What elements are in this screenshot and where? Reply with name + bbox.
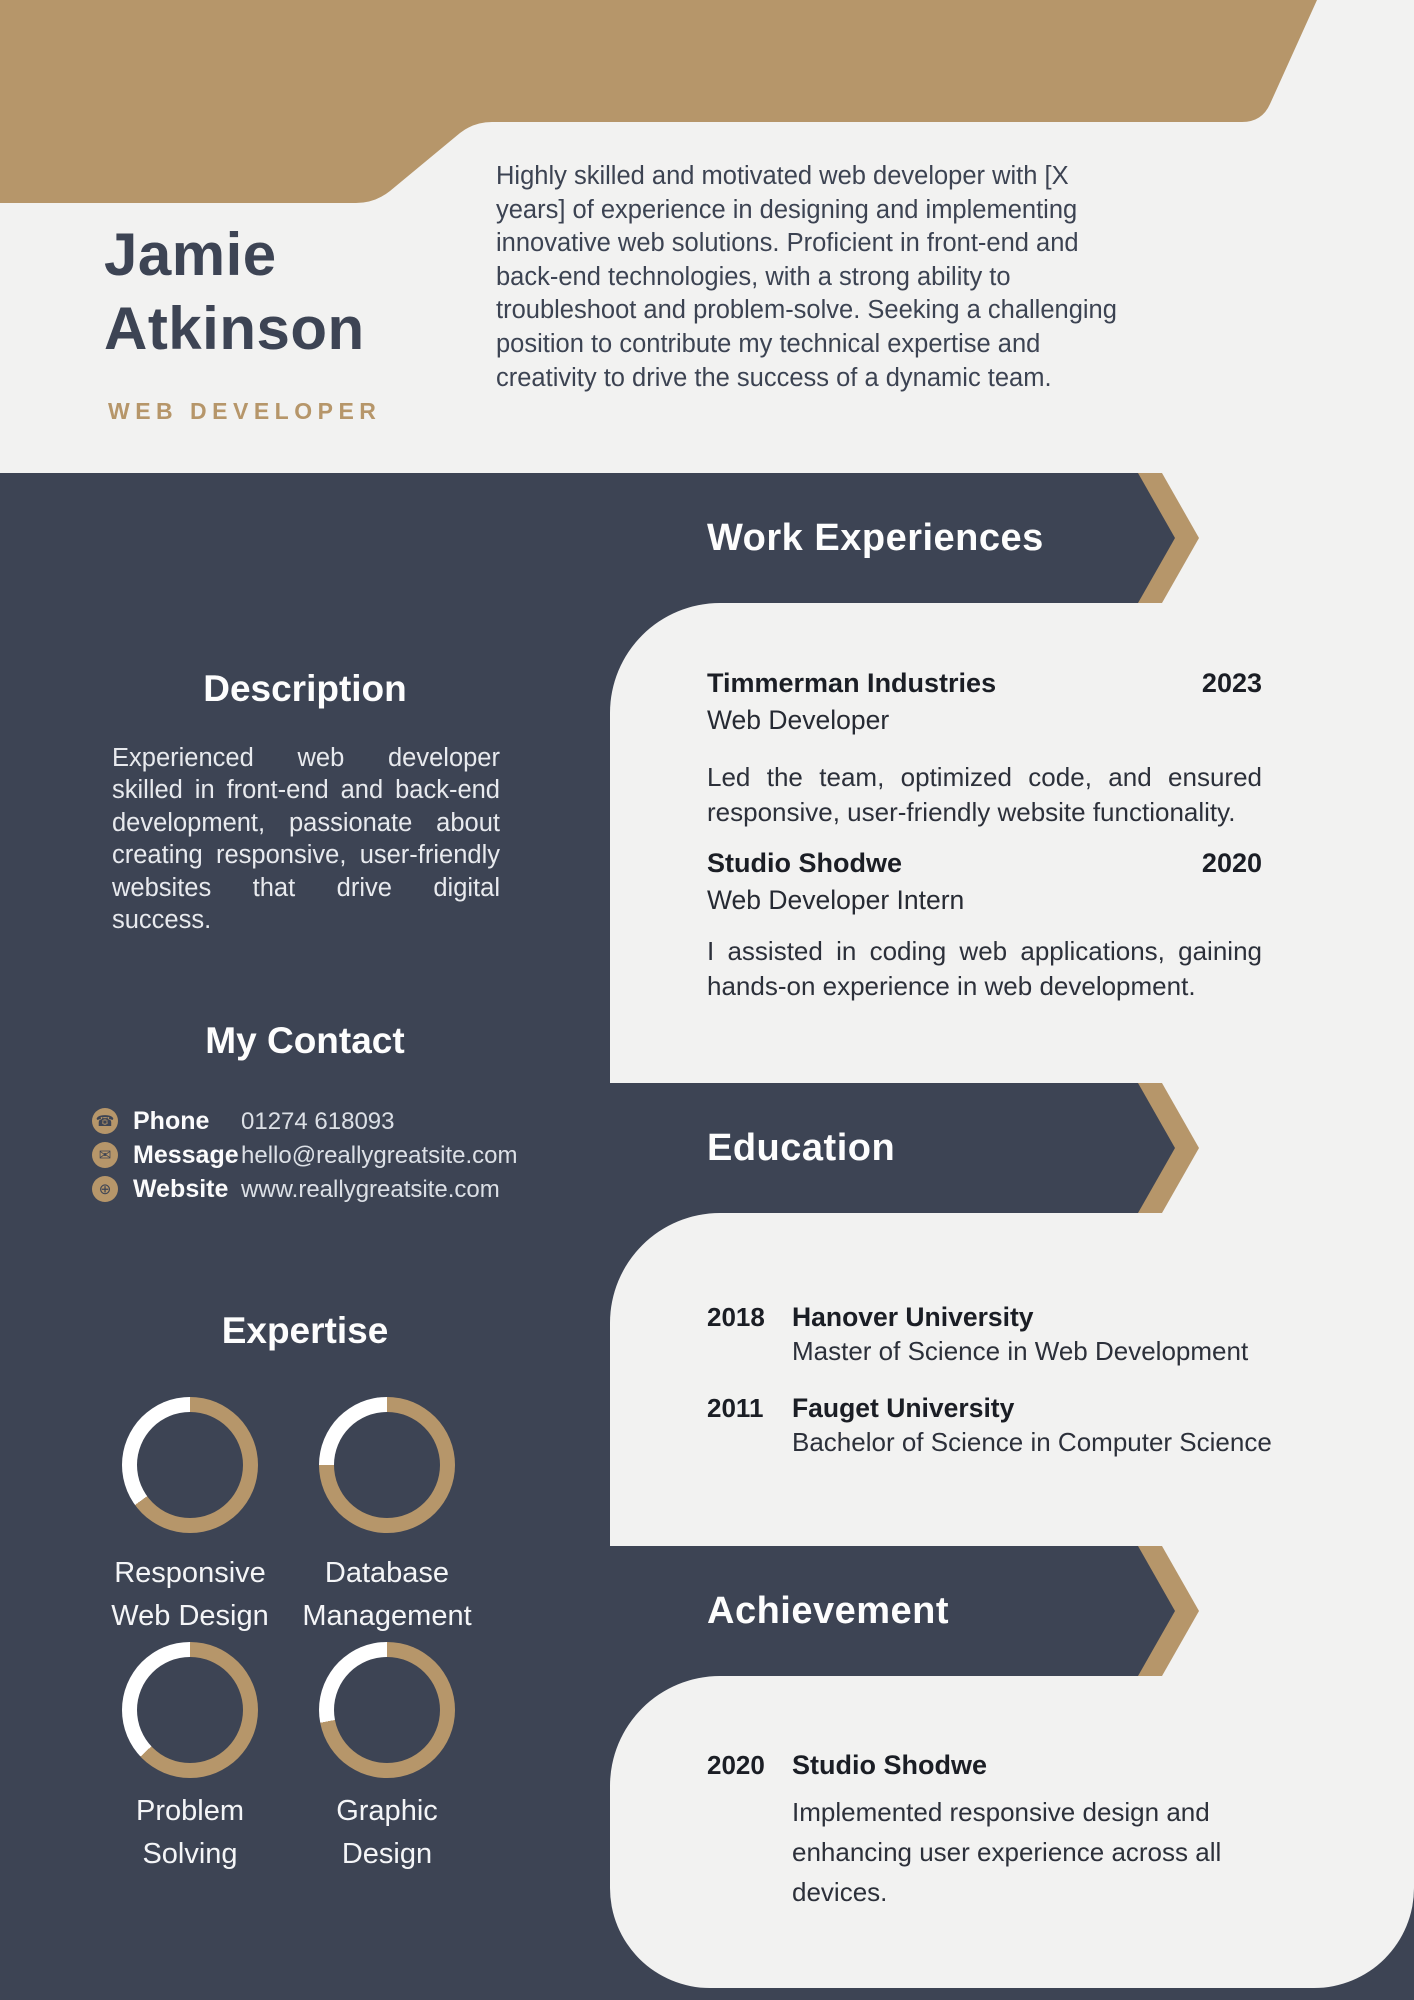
skill-label-line: Graphic [336,1795,438,1827]
skill-label-line: Problem [136,1795,244,1827]
skill-label-line: Responsive [114,1557,266,1589]
website-icon: ⊕ [92,1176,118,1202]
contact-label: Phone [133,1107,210,1135]
company-name: Timmerman Industries [707,668,997,698]
contact-title: My Contact [205,1020,405,1061]
job-title: Web Developer [707,705,890,735]
work-entry-header [707,848,1262,879]
contact-row-message [0,1138,610,1172]
work-experiences-band [0,473,1414,603]
phone-number: 01274 618093 [241,1108,395,1135]
skill-donut-graphic-design [319,1642,455,1778]
job-description: I assisted in coding web applications, gaining hands-on experience in web development. [707,936,1262,1001]
skill-label [282,1552,492,1638]
skill-donut-responsive-web-design [122,1397,258,1533]
skill-label-line: Web Design [111,1600,269,1632]
contact-row-website [0,1172,610,1206]
school-name: Hanover University [792,1302,1034,1332]
skill-label-line: Design [341,1838,433,1870]
message-icon: ✉ [92,1142,118,1168]
description-text: Experienced web developer skilled in front-end and back-end development, passionate about creating responsive, user-friendly websites that drive digital success. [112,744,500,935]
contact-row-phone [0,1104,610,1138]
website-url: www.reallygreatsite.com [241,1176,500,1203]
skill-label [85,1552,295,1638]
section-title-achievement: Achievement [707,1589,950,1632]
work-year: 2023 [1201,668,1262,698]
contact-label: Website [133,1175,229,1203]
person-last-name: Atkinson [104,295,365,362]
company-name: Studio Shodwe [707,848,902,878]
skill-label [282,1790,492,1876]
contact-label: Message [133,1141,239,1169]
education-year: 2011 [707,1393,764,1423]
job-description: Led the team, optimized code, and ensured responsive, user-friendly website functionality. [707,762,1262,827]
achievement-description: Implemented responsive design and enhancing user experience across all devices. [792,1797,1222,1907]
school-name: Fauget University [792,1393,1015,1423]
degree-name: Master of Science in Web Development [792,1336,1249,1366]
achievement-year: 2020 [707,1750,765,1780]
skill-label-line: Management [302,1600,472,1632]
work-year: 2020 [1201,848,1262,878]
education-year: 2018 [707,1302,765,1332]
education-card [610,1213,1414,1548]
expertise-title: Expertise [221,1310,389,1351]
job-title: Web Developer Intern [707,885,965,915]
work-entry-header [707,668,1262,699]
section-title-education: Education [707,1126,896,1169]
section-title-work: Work Experiences [707,516,1044,559]
skill-donut-database-management [319,1397,455,1533]
skill-label-line: Solving [142,1838,238,1870]
achievement-org: Studio Shodwe [792,1750,987,1780]
skill-label [85,1790,295,1876]
email-address: hello@reallygreatsite.com [241,1142,518,1169]
profile-summary: Highly skilled and motivated web developer with [X years] of experience in designing and implementing innovative web solutions. Proficient in front-end and back-end technologies, with a strong ability to troubleshoot and problem-solve. Seeking a challenging position to contribute my technical expertise and creativity to drive the success of a dynamic team. [496,162,1117,392]
phone-icon: ☎ [92,1108,118,1134]
degree-name: Bachelor of Science in Computer Science [792,1427,1272,1457]
description-title: Description [203,668,407,709]
person-first-name: Jamie [104,221,277,288]
skill-donut-problem-solving [122,1642,258,1778]
skill-label-line: Database [324,1557,450,1589]
person-role: WEB DEVELOPER [108,398,382,424]
